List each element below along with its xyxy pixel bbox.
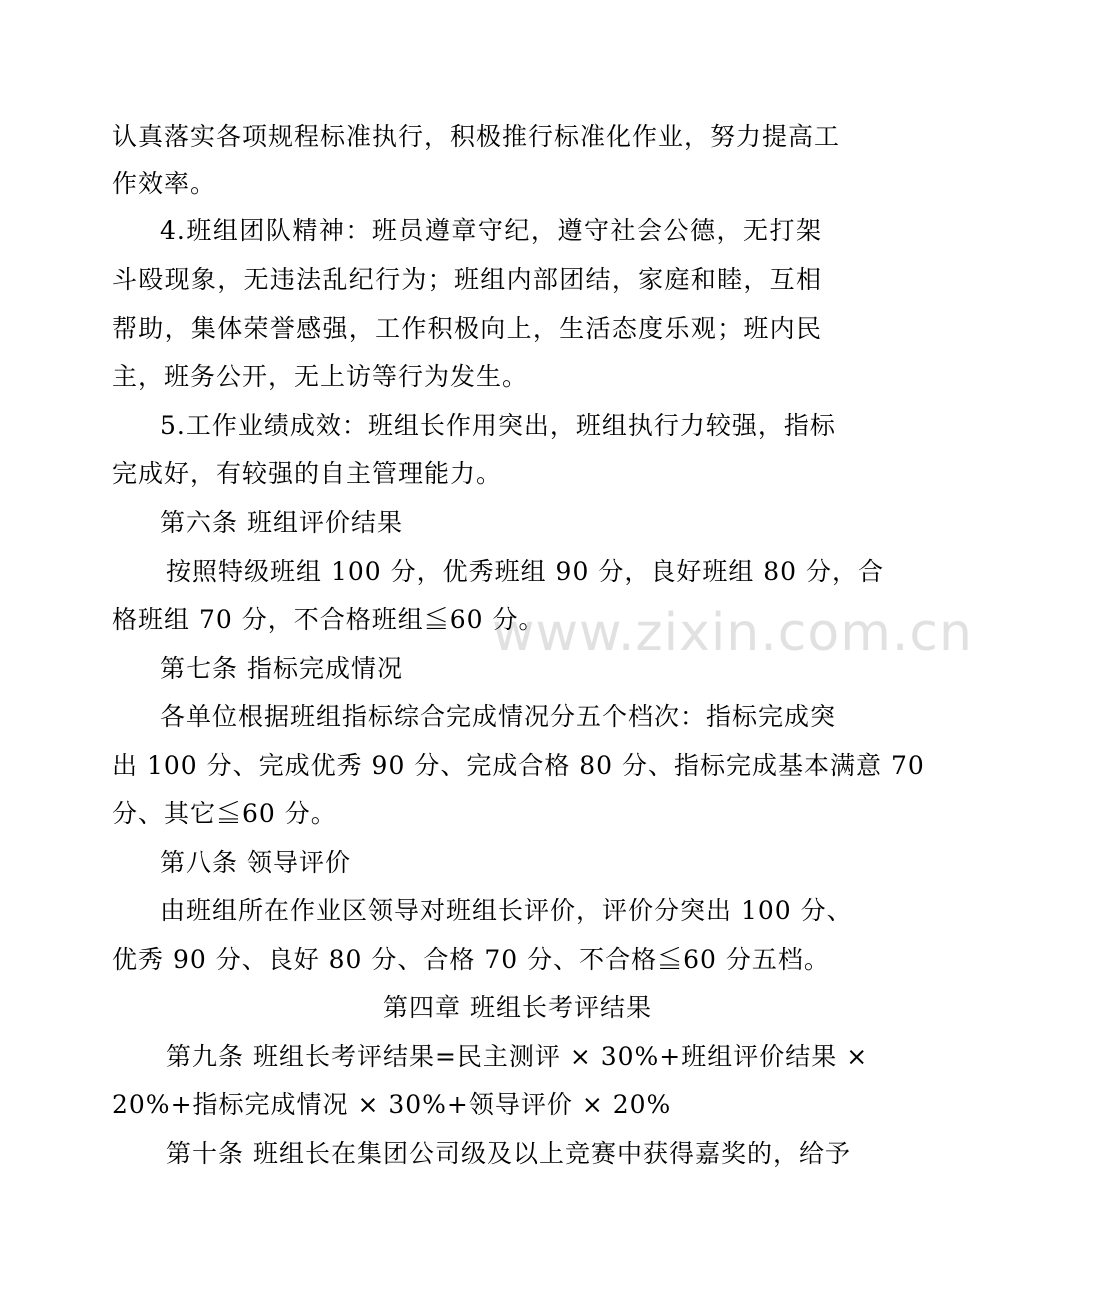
body-line: 完成好，有较强的自主管理能力。 bbox=[112, 459, 503, 488]
chapter-heading: 第四章 班组长考评结果 bbox=[383, 993, 652, 1022]
article-heading-10: 第十条 班组长在集团公司级及以上竞赛中获得嘉奖的，给予 bbox=[166, 1139, 851, 1168]
body-line: 按照特级班组 100 分，优秀班组 90 分，良好班组 80 分，合 bbox=[166, 557, 885, 586]
body-line: 帮助，集体荣誉感强，工作积极向上，生活态度乐观；班内民 bbox=[112, 314, 822, 343]
body-line: 认真落实各项规程标准执行，积极推行标准化作业，努力提高工 bbox=[112, 122, 841, 151]
body-line: 20%+指标完成情况 × 30%+领导评价 × 20% bbox=[112, 1090, 672, 1119]
numbered-item-4: 4.班组团队精神：班员遵章守纪，遵守社会公德，无打架 bbox=[160, 216, 822, 245]
body-line: 主，班务公开，无上访等行为发生。 bbox=[112, 362, 529, 391]
body-line: 优秀 90 分、良好 80 分、合格 70 分、不合格≦60 分五档。 bbox=[112, 945, 830, 974]
article-heading-9: 第九条 班组长考评结果=民主测评 × 30%+班组评价结果 × bbox=[166, 1042, 869, 1071]
body-line: 分、其它≦60 分。 bbox=[112, 799, 337, 828]
body-line: 由班组所在作业区领导对班组长评价，评价分突出 100 分、 bbox=[160, 896, 853, 925]
article-heading-8: 第八条 领导评价 bbox=[160, 848, 351, 877]
body-line: 各单位根据班组指标综合完成情况分五个档次：指标完成突 bbox=[160, 702, 837, 731]
body-line: 出 100 分、完成优秀 90 分、完成合格 80 分、指标完成基本满意 70 bbox=[112, 751, 925, 780]
body-line: 作效率。 bbox=[112, 169, 217, 198]
article-heading-7: 第七条 指标完成情况 bbox=[160, 654, 403, 683]
numbered-item-5: 5.工作业绩成效：班组长作用突出，班组执行力较强，指标 bbox=[160, 411, 836, 440]
body-line: 格班组 70 分，不合格班组≦60 分。 bbox=[112, 605, 545, 634]
watermark: www.zixin.com.cn bbox=[492, 603, 973, 663]
article-heading-6: 第六条 班组评价结果 bbox=[160, 508, 403, 537]
body-line: 斗殴现象，无违法乱纪行为；班组内部团结，家庭和睦，互相 bbox=[112, 265, 822, 294]
